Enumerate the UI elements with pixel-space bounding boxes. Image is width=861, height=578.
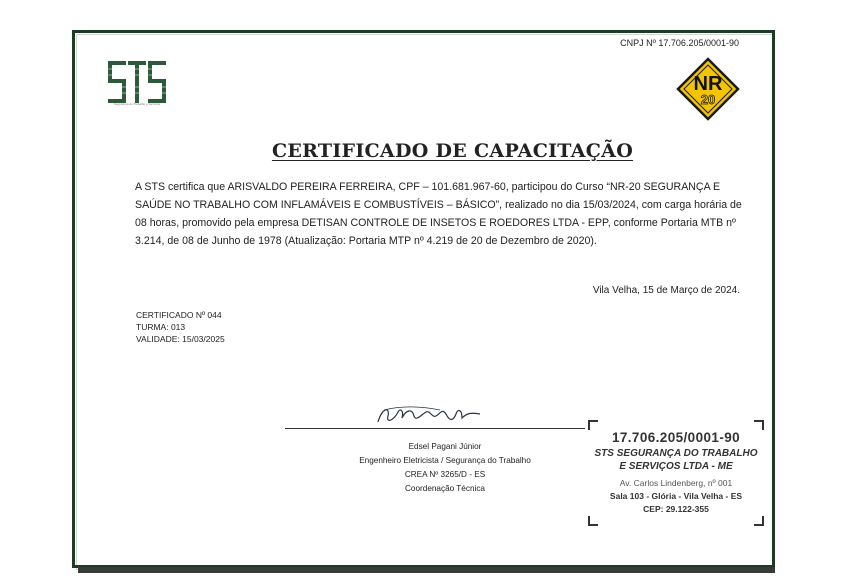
stamp-company-name: STS SEGURANÇA DO TRABALHO	[594, 448, 758, 459]
bottom-edge	[78, 567, 775, 573]
badge-label: NR	[693, 73, 723, 95]
nr20-badge-icon	[676, 57, 740, 121]
certificate-body: A STS certifica que ARISVALDO PEREIRA FERREIRA, CPF – 101.681.967-60, participou do Curso “NR-20 SEGURANÇA E SAÚDE NO TRABALHO COM INFLAMÁVEIS E COMBUSTÍVEIS – BÁSICO”, realizado no dia 15/03/2024, com carga horária de 08 horas, promovido pela empresa DETISAN CONTROLE DE INSETOS E ROEDORES LTDA - EPP, conforme Portaria MTB nº 3.214, de 08 de Junho de 1978 (Atualização: Portaria MTP nº 4.219 de 20 de Dezembro de 2020).	[135, 181, 742, 247]
signer-block	[330, 440, 560, 496]
class-number: TURMA: 013	[136, 322, 186, 332]
validity-date: VALIDADE: 15/03/2025	[136, 334, 225, 344]
signature-image	[370, 400, 490, 430]
badge-number: 20	[700, 92, 716, 107]
certificate-title: CERTIFICADO DE CAPACITAÇÃO	[271, 140, 634, 162]
logo-caption: Segurança do Trabalho e Serviços	[113, 102, 161, 106]
certificate-info	[136, 309, 225, 345]
signer-role: Engenheiro Eletricista / Segurança do Trabalho	[359, 456, 531, 465]
stamp-corner	[588, 420, 598, 430]
issue-date: Vila Velha, 15 de Março de 2024.	[592, 285, 740, 296]
signature-line	[285, 428, 585, 429]
stamp-company-suffix: E SERVIÇOS LTDA - ME	[619, 461, 733, 472]
stamp-cep: CEP: 29.122-355	[643, 504, 709, 514]
stamp-corner	[754, 420, 764, 430]
stamp-corner	[754, 516, 764, 526]
stamp-address-city: Sala 103 - Glória - Vila Velha - ES	[609, 491, 743, 501]
signer-department: Coordenação Técnica	[405, 484, 485, 493]
stamp-address: Av. Carlos Lindenberg, nº 001	[619, 478, 733, 488]
header-cnpj: CNPJ Nº 17.706.205/0001-90	[620, 38, 739, 48]
stamp-cnpj: 17.706.205/0001-90	[611, 430, 741, 445]
signer-crea: CREA Nº 3265/D - ES	[404, 470, 486, 479]
certificate-number: CERTIFICADO Nº 044	[136, 310, 222, 320]
signer-name: Edsel Pagani Júnior	[408, 442, 482, 451]
sts-logo	[106, 59, 168, 117]
company-stamp	[588, 420, 764, 526]
stamp-corner	[588, 516, 598, 526]
